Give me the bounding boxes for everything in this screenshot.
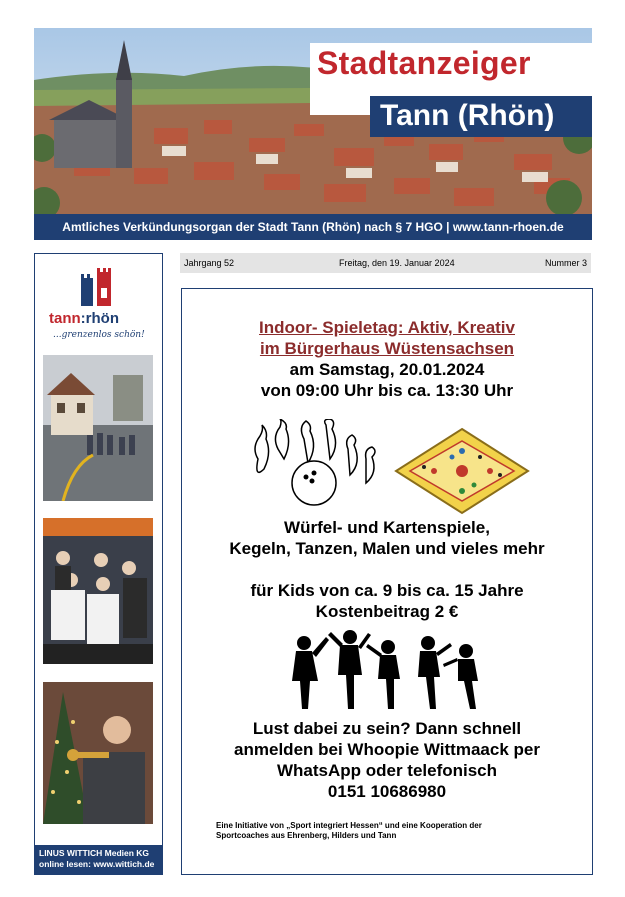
cta-line1: Lust dabei zu sein? Dann schnell	[252, 719, 522, 738]
initiative-note	[216, 821, 576, 841]
publisher-name: LINUS WITTICH Medien KG	[39, 848, 150, 858]
sidebar	[34, 253, 163, 875]
youth-group-photo	[43, 518, 153, 664]
cta-line3: WhatsApp oder telefonisch	[276, 761, 498, 780]
activities-line2: Kegeln, Tanzen, Malen und vieles mehr	[229, 539, 545, 558]
masthead-subtitle: Amtliches Verkündungsorgan der Stadt Tann (Rhön) nach § 7 HGO | www.tann-rhoen.de	[34, 214, 592, 240]
castle-icon	[75, 266, 119, 308]
banner-town-box	[370, 96, 592, 137]
event-title-line2: im Bürgerhaus Wüstensachsen	[259, 339, 515, 358]
newspaper-town: Tann (Rhön)	[380, 99, 555, 132]
logo-slogan: ...grenzenlos schön!	[53, 330, 145, 340]
trumpet-player-photo	[43, 682, 153, 824]
event-announcement	[181, 288, 593, 875]
bowling-pins-icon	[248, 419, 384, 511]
issue-number: Nummer 3	[544, 258, 587, 268]
board-game-icon	[394, 427, 530, 515]
cost: Kostenbeitrag 2 €	[315, 602, 459, 621]
issue-volume: Jahrgang 52	[184, 258, 235, 268]
initiative-line1: Eine Initiative von „Sport integriert Hessen“ und eine Kooperation der	[216, 821, 482, 830]
tann-rhoen-logo	[45, 266, 151, 344]
fire-brigade-photo	[43, 355, 153, 501]
event-time: von 09:00 Uhr bis ca. 13:30 Uhr	[260, 381, 514, 400]
masthead	[34, 28, 592, 240]
publisher-footer	[35, 845, 162, 874]
publisher-online-link[interactable]: online lesen: www.wittich.de	[39, 859, 155, 869]
issue-info-bar	[180, 253, 591, 273]
initiative-line2: Sportcoaches aus Ehrenberg, Hilders und Tann	[216, 831, 397, 840]
contact-phone[interactable]: 0151 10686980	[327, 782, 447, 801]
newspaper-title: Stadtanzeiger	[317, 45, 531, 81]
dancing-kids-silhouette-icon	[290, 625, 486, 711]
cta-line2: anmelden bei Whoopie Wittmaack per	[234, 740, 540, 759]
activities-line1: Würfel- und Kartenspiele,	[284, 518, 490, 537]
event-date: am Samstag, 20.01.2024	[289, 360, 485, 379]
event-title-line1: Indoor- Spieletag: Aktiv, Kreativ	[259, 318, 515, 337]
issue-date: Freitag, den 19. Januar 2024	[339, 258, 455, 268]
age-range: für Kids von ca. 9 bis ca. 15 Jahre	[250, 581, 524, 600]
logo-wordmark: tann:rhön	[49, 310, 119, 327]
